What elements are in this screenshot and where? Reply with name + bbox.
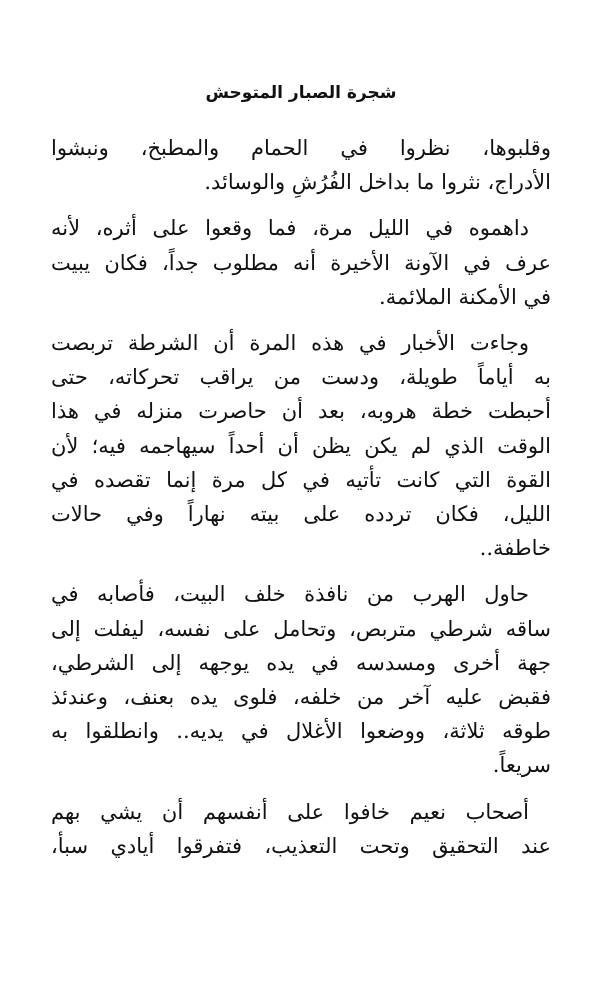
text-line: في الأمكنة الملائمة. bbox=[379, 284, 551, 309]
text-line: الأدراج، نثروا ما بداخل الفُرُشِ والوسائد. bbox=[204, 170, 551, 195]
text-line: وقلبوها، نظروا في الحمام والمطبخ، ونبشوا bbox=[51, 136, 551, 160]
text-line: طوقه ثلاثة، ووضعوا الأغلال في يديه.. وانطلقوا به bbox=[51, 719, 551, 744]
running-header: شجرة الصبار المتوحش bbox=[205, 83, 397, 103]
text-line: به أياماً طويلة، ودست من يراقب تحركاته، حتى bbox=[51, 365, 551, 390]
text-line: داهموه في الليل مرة، فما وقعوا على أثره، لأنه bbox=[51, 216, 529, 241]
text-line: ساقه شرطي متربص، وتحامل على نفسه، ليفلت إلى bbox=[51, 616, 551, 641]
text-line: عند التحقيق وتحت التعذيب، فتفرقوا أيادي سبأ، bbox=[51, 833, 551, 858]
text-line: جهة أخرى ومسدسه في يده يوجهه إلى الشرطي، bbox=[51, 650, 551, 675]
text-line: الليل، فكان تردده على بيته نهاراً وفي حالات bbox=[51, 502, 551, 527]
text-line: وجاءت الأخبار في هذه المرة أن الشرطة تربصت bbox=[51, 331, 529, 356]
paragraph-5 bbox=[51, 795, 551, 863]
text-line: القوة التي كانت تأتيه في كل مرة إنما تقصده في bbox=[51, 467, 551, 492]
paragraph-2 bbox=[51, 211, 551, 314]
text-line: عرف في الآونة الأخيرة أنه مطلوب جداً، فكان يبيت bbox=[51, 250, 551, 275]
text-line: أصحاب نعيم خافوا على أنفسهم أن يشي بهم bbox=[51, 799, 529, 824]
text-line: الوقت الذي لم يكن يظن أن أحداً سيهاجمه فيه؛ لأن bbox=[51, 433, 551, 458]
paragraph-4 bbox=[51, 577, 551, 782]
text-line: فقبض عليه آخر من خلفه، فلوى يده بعنف، وعندئذ bbox=[51, 685, 551, 710]
text-line: خاطفة.. bbox=[479, 536, 551, 561]
body-text bbox=[51, 131, 551, 875]
paragraph-3 bbox=[51, 326, 551, 565]
text-line: سريعاً. bbox=[492, 753, 551, 778]
text-line: حاول الهرب من نافذة خلف البيت، فأصابه في bbox=[51, 582, 529, 607]
text-line: أحبطت خطة هروبه، بعد أن حاصرت منزله في هذا bbox=[51, 399, 551, 424]
paragraph-1 bbox=[51, 131, 551, 199]
